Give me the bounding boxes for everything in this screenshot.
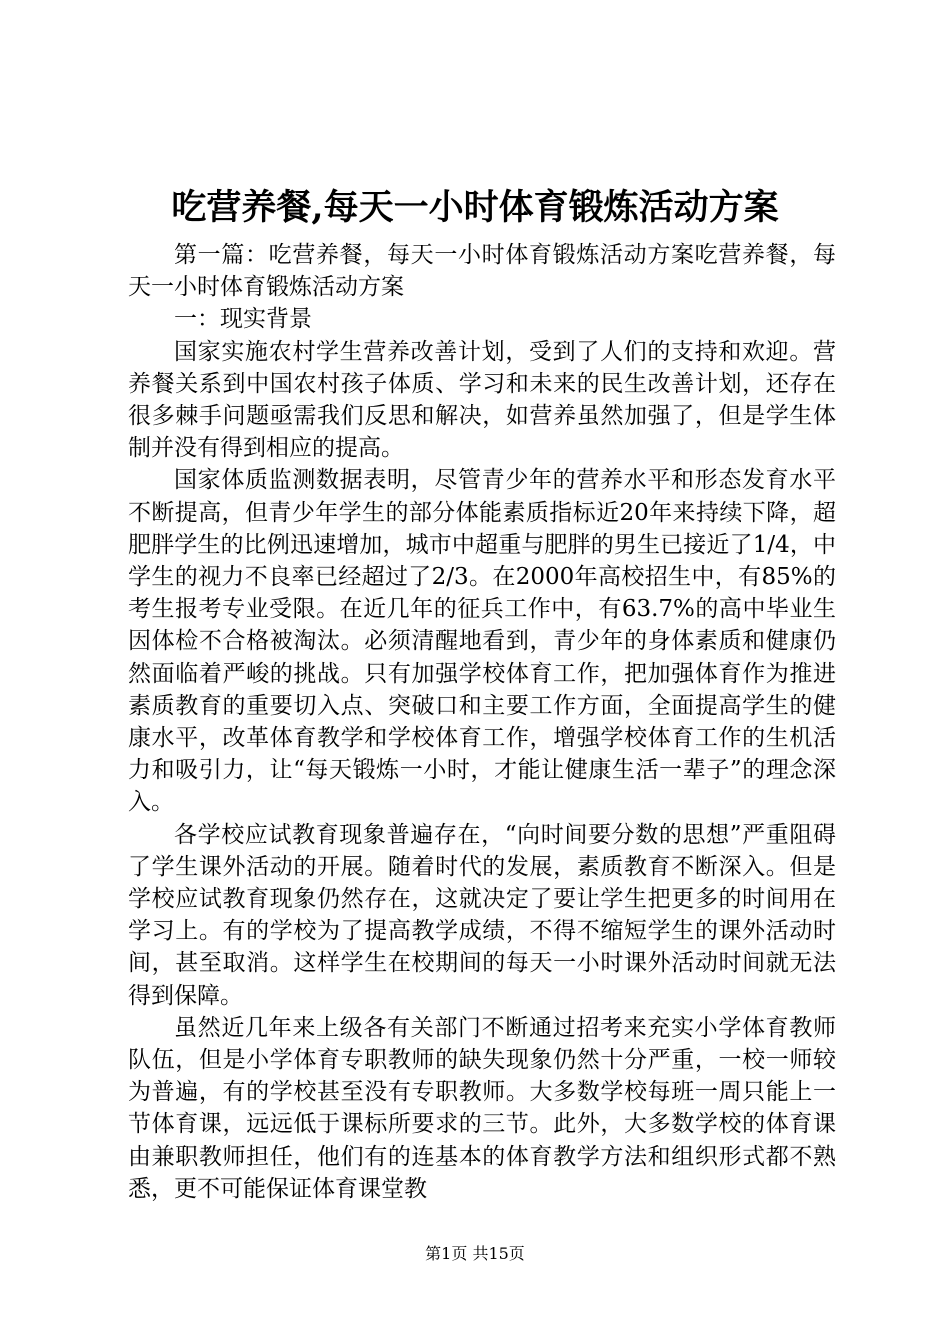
page-footer — [0, 1243, 950, 1265]
paragraph-nutrition-plan: 国家实施农村学生营养改善计划，受到了人们的支持和欢迎。营养餐关系到中国农村孩子体质、学习和未来的民生改善计划，还存在很多棘手问题亟需我们反思和解决，如营养虽然加强了，但是学生体制并没有得到相应的提高。 — [128, 338, 836, 462]
paragraph-teacher-shortage: 虽然近几年来上级各有关部门不断通过招考来充实小学体育教师队伍，但是小学体育专职教师的缺失现象仍然十分严重，一校一师较为普遍，有的学校甚至没有专职教师。大多数学校每班一周只能上一节体育课，远远低于课标所要求的三节。此外，大多数学校的体育课由兼职教师担任，他们有的连基本的体育教学方法和组织形式都不熟悉，更不可能保证体育课堂教 — [128, 1014, 836, 1202]
document-body — [128, 239, 836, 1205]
page-number: 第1页 共15页 — [425, 1244, 525, 1263]
paragraph-intro: 第一篇：吃营养餐，每天一小时体育锻炼活动方案吃营养餐，每天一小时体育锻炼活动方案 — [128, 242, 836, 301]
document-title: 吃营养餐,每天一小时体育锻炼活动方案 — [171, 187, 779, 228]
paragraph-exam-oriented-education: 各学校应试教育现象普遍存在，“向时间要分数的思想”严重阻碍了学生课外活动的开展。随着时代的发展，素质教育不断深入。但是学校应试教育现象仍然存在，这就决定了要让学生把更多的时间用在学习上。有的学校为了提高教学成绩，不得不缩短学生的课外活动时间，甚至取消。这样学生在校期间的每天一小时课外活动时间就无法得到保障。 — [128, 821, 836, 1009]
paragraph-fitness-data: 国家体质监测数据表明，尽管青少年的营养水平和形态发育水平不断提高，但青少年学生的部分体能素质指标近20年来持续下降，超肥胖学生的比例迅速增加，城市中超重与肥胖的男生已接近了1/4，中学生的视力不良率已经超过了2/3。在2000年高校招生中，有85%的考生报考专业受限。在近几年的征兵工作中，有63.7%的高中毕业生因体检不合格被淘汰。必须清醒地看到，青少年的身体素质和健康仍然面临着严峻的挑战。只有加强学校体育工作，把加强体育作为推进素质教育的重要切入点、突破口和主要工作方面，全面提高学生的健康水平，改革体育教学和学校体育工作，增强学校体育工作的生机活力和吸引力，让“每天锻炼一小时，才能让健康生活一辈子”的理念深入。 — [128, 467, 836, 816]
section-heading-background: 一：现实背景 — [174, 306, 312, 333]
